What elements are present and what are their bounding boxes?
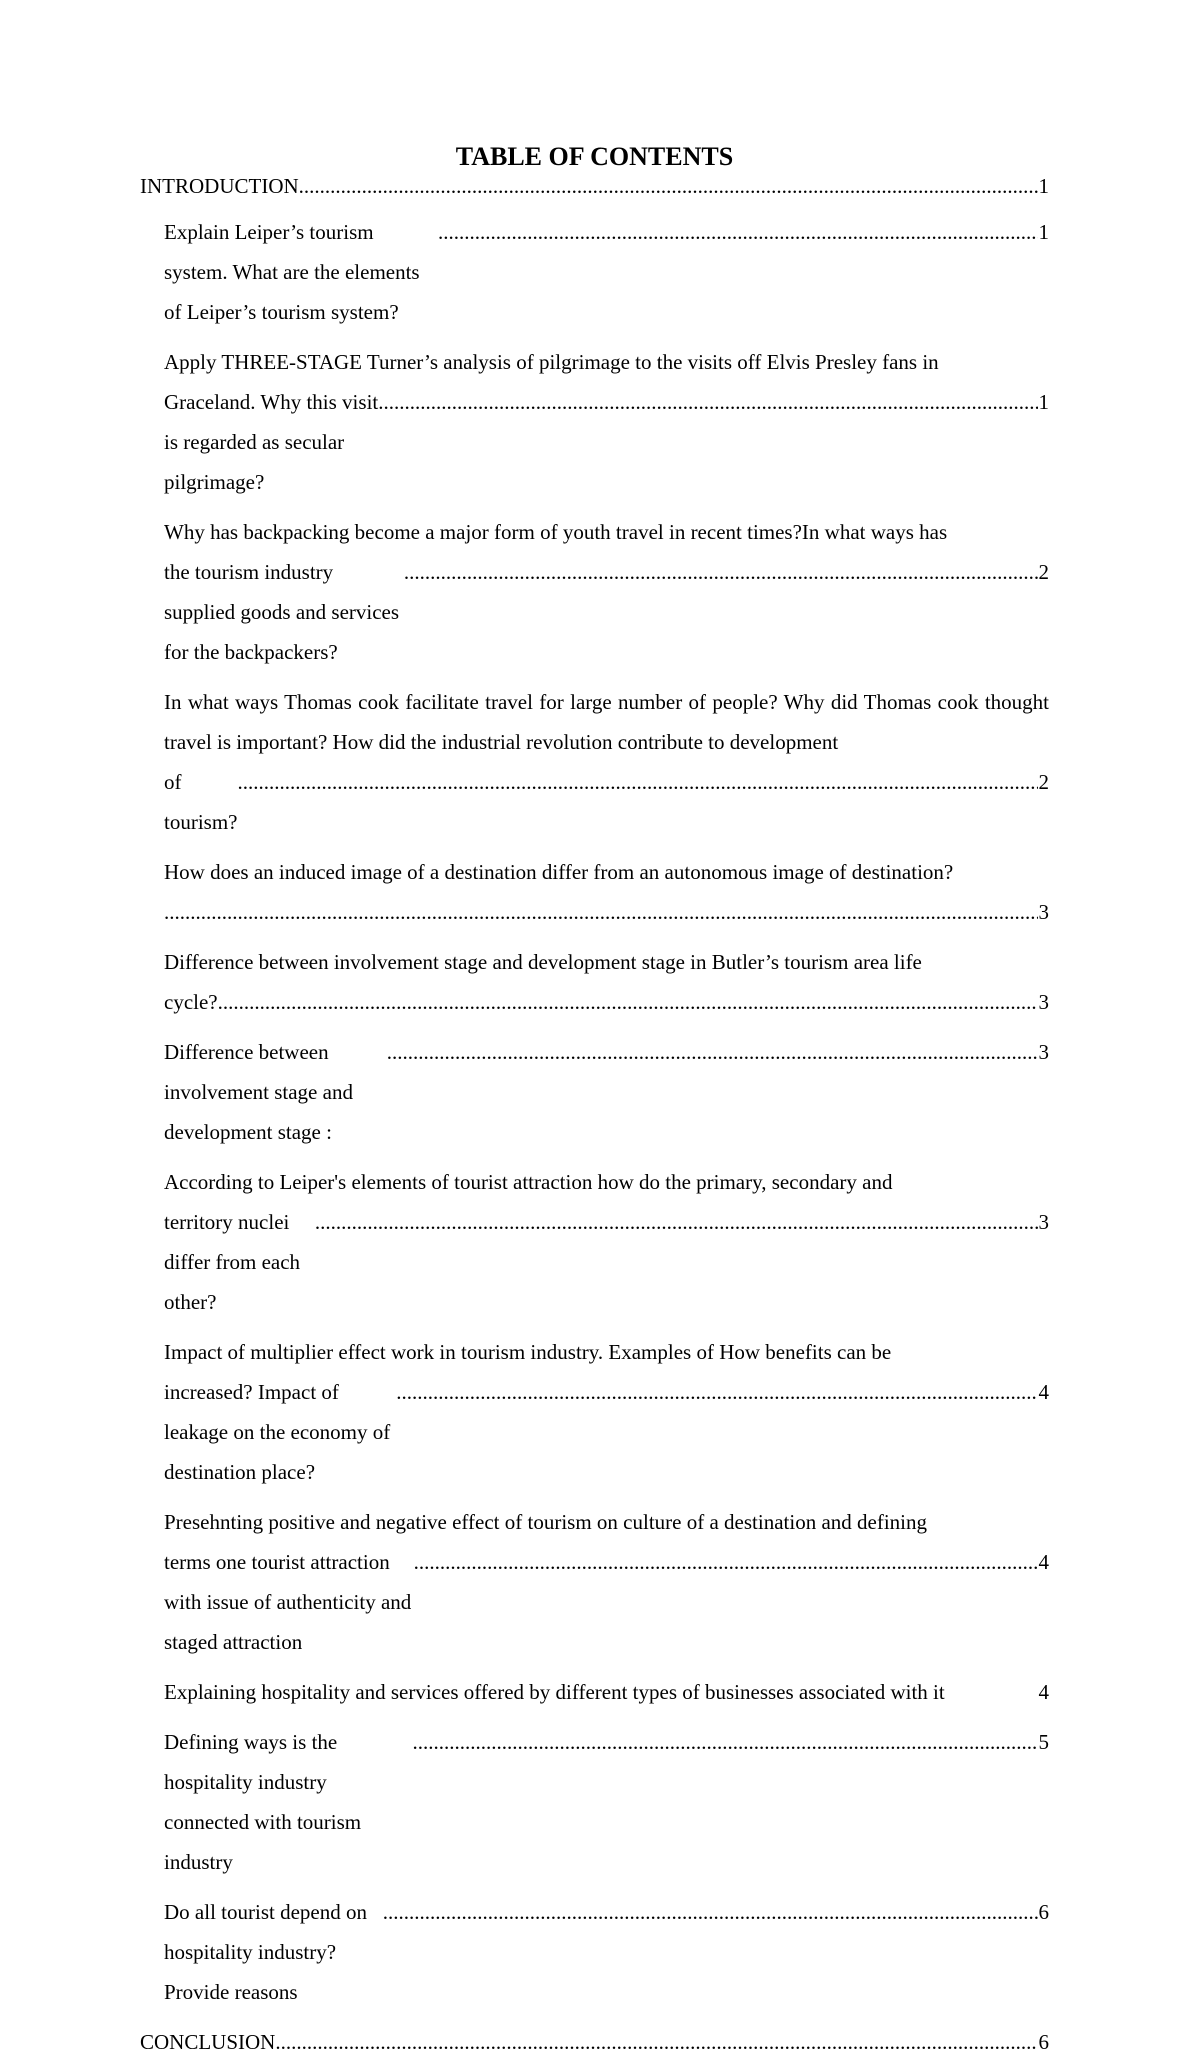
toc-entry-label: the tourism industry supplied goods and services for the backpackers?	[164, 560, 400, 664]
toc-entry-text: Why has backpacking become a major form of youth travel in recent times?In what ways has	[164, 520, 948, 544]
toc-entry[interactable]	[140, 1502, 1049, 1662]
toc-entry[interactable]	[140, 342, 1049, 502]
toc-entry-text: Apply THREE-STAGE Turner’s analysis of pilgrimage to the visits off Elvis Presley fans in	[164, 350, 939, 374]
toc-entry-line	[164, 1202, 1049, 1322]
toc-entry-label: terms one tourist attraction with issue of authenticity and staged attraction	[164, 1550, 412, 1654]
toc-page-number: 4	[1038, 1680, 1049, 1704]
toc-page-number: 1	[1038, 390, 1049, 414]
toc-leader-dots	[218, 982, 1038, 1022]
toc-entry-line	[164, 892, 1049, 932]
toc-entry-line	[164, 1032, 1049, 1152]
toc-entry-heading[interactable]	[140, 166, 1049, 206]
toc-entry-label: Difference between involvement stage and development stage :	[164, 1040, 353, 1144]
toc-leader-dots	[383, 1892, 1038, 1932]
toc-entry-label: increased? Impact of leakage on the economy of destination place?	[164, 1380, 391, 1484]
toc-entry-line	[164, 382, 1049, 502]
toc-entry-label: Graceland. Why this visit is regarded as secular pilgrimage?	[164, 390, 379, 494]
toc-leader-dots	[275, 2022, 1037, 2062]
toc-entry-label: Explaining hospitality and services offered by different types of businesses associated with it	[164, 1680, 945, 1704]
toc-entry-label: cycle?	[164, 990, 218, 1014]
toc-leader-dots	[237, 762, 1037, 802]
toc-entry[interactable]	[140, 1722, 1049, 1882]
toc-leader-dots	[299, 166, 1038, 206]
toc-entry-line	[140, 2022, 1049, 2062]
toc-title: TABLE OF CONTENTS	[455, 142, 734, 171]
toc-page-number: 6	[1038, 2030, 1049, 2054]
toc-entry-label: Do all tourist depend on hospitality industry? Provide reasons	[164, 1900, 367, 2004]
toc-entry-line	[164, 552, 1049, 672]
toc-entry-line	[164, 1722, 1049, 1882]
toc-leader-dots	[438, 212, 1037, 252]
toc-entry-label: of tourism?	[164, 770, 238, 834]
toc-entry[interactable]	[140, 942, 1049, 1022]
toc-entry-text: Difference between involvement stage and development stage in Butler’s tourism area life	[164, 950, 922, 974]
toc-entry-heading[interactable]	[140, 2022, 1049, 2062]
toc-entry-line	[164, 212, 1049, 332]
toc-leader-dots	[396, 1372, 1037, 1412]
toc-page-number: 3	[1038, 900, 1049, 924]
toc-page-number: 2	[1038, 560, 1049, 584]
toc-leader-dots	[414, 1542, 1038, 1582]
toc-entry-line	[164, 1892, 1049, 2012]
toc-entry-label: Explain Leiper’s tourism system. What are the elements of Leiper’s tourism system?	[164, 220, 420, 324]
toc-page-number: 3	[1038, 1040, 1049, 1064]
toc-entry[interactable]	[140, 1162, 1049, 1322]
toc-entry-line	[140, 166, 1049, 206]
toc-page-number: 1	[1038, 174, 1049, 198]
toc-entry-text: Presehnting positive and negative effect of tourism on culture of a destination and defining	[164, 1510, 927, 1534]
toc-entry[interactable]	[140, 512, 1049, 672]
toc-list	[140, 166, 1049, 2062]
toc-entry[interactable]	[140, 682, 1049, 842]
toc-leader-dots	[378, 382, 1037, 422]
toc-entry-label: territory nuclei differ from each other?	[164, 1210, 301, 1314]
toc-entry[interactable]	[140, 1672, 1049, 1712]
toc-page-number: 5	[1038, 1730, 1049, 1754]
toc-entry-text: How does an induced image of a destination differ from an autonomous image of destination?	[164, 860, 954, 884]
toc-entry-line	[164, 982, 1049, 1022]
toc-entry[interactable]	[140, 1032, 1049, 1152]
toc-leader-dots	[315, 1202, 1038, 1242]
toc-leader-dots	[404, 552, 1038, 592]
toc-entry-line	[164, 1542, 1049, 1662]
toc-entry-label: CONCLUSION	[140, 2030, 276, 2054]
toc-entry[interactable]	[140, 852, 1049, 932]
toc-leader-dots	[164, 892, 1038, 932]
toc-entry-text: In what ways Thomas cook facilitate travel for large number of people? Why did Thomas cook thought travel is important? How did the industrial revolution contribute to development	[164, 690, 1049, 754]
toc-leader-dots	[412, 1722, 1037, 1762]
toc-page-number: 3	[1038, 1210, 1049, 1234]
toc-page-number: 3	[1038, 990, 1049, 1014]
toc-entry-line	[164, 762, 1049, 842]
toc-page-number: 6	[1038, 1900, 1049, 1924]
toc-page-number: 4	[1038, 1550, 1049, 1574]
toc-entry[interactable]	[140, 212, 1049, 332]
toc-page-number: 2	[1038, 770, 1049, 794]
toc-entry-line	[164, 1672, 1049, 1712]
toc-entry[interactable]	[140, 1332, 1049, 1492]
toc-page-number: 1	[1038, 220, 1049, 244]
toc-leader-dots	[387, 1032, 1038, 1072]
toc-entry-label: Defining ways is the hospitality industry connected with tourism industry	[164, 1730, 362, 1874]
document-page	[140, 140, 1049, 2072]
toc-entry-label: INTRODUCTION	[140, 174, 299, 198]
toc-entry-text: According to Leiper's elements of tourist attraction how do the primary, secondary and	[164, 1170, 893, 1194]
toc-entry-text: Impact of multiplier effect work in tourism industry. Examples of How benefits can be	[164, 1340, 892, 1364]
toc-entry-line	[164, 1372, 1049, 1492]
toc-page-number: 4	[1038, 1380, 1049, 1404]
toc-entry[interactable]	[140, 1892, 1049, 2012]
